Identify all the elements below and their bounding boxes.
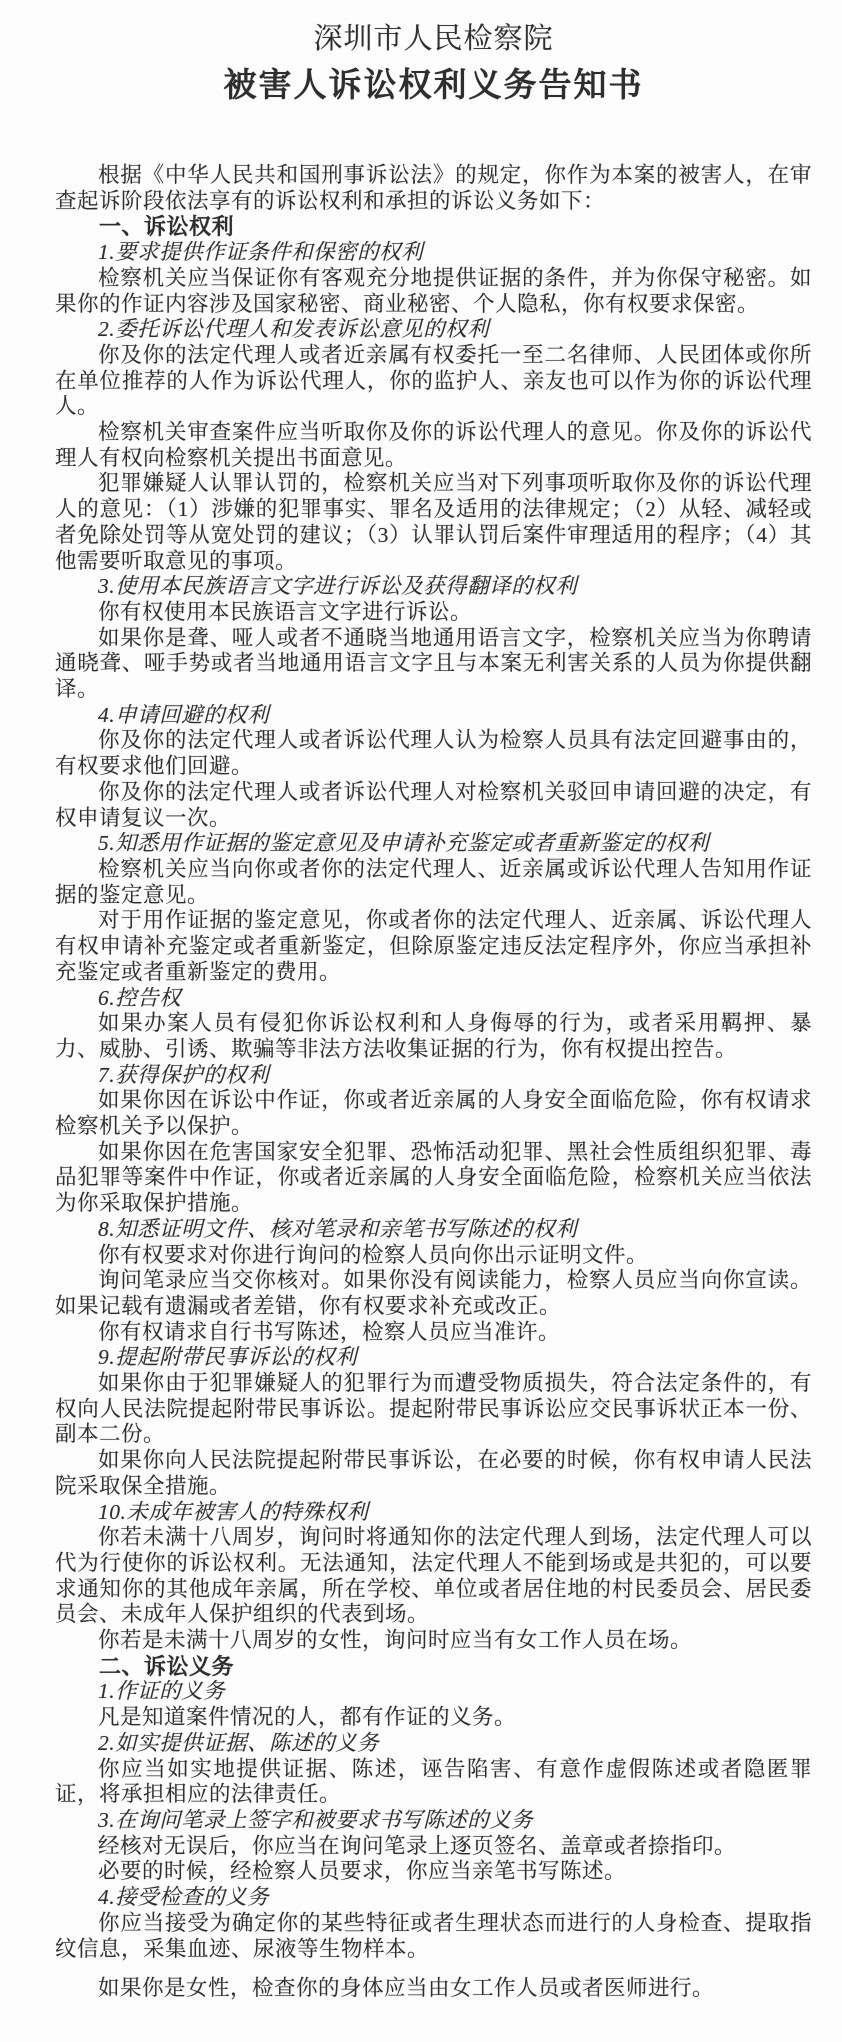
paragraph: 如果你由于犯罪嫌疑人的犯罪行为而遭受物质损失，符合法定条件的，有权向人民法院提起附带民事诉讼。提起附带民事诉讼应交民事诉状正本一份、副本二份。	[55, 1371, 812, 1447]
item-title: 7.获得保护的权利	[98, 1062, 270, 1087]
rights-item-8	[55, 1217, 812, 1346]
duties-item-4	[55, 1885, 812, 1962]
paragraph: 询问笔录应当交你核对。如果你没有阅读能力，检察人员应当向你宣读。如果记载有遗漏或者差错，你有权要求补充或改正。	[55, 1268, 812, 1318]
paragraph: 如果你因在危害国家安全犯罪、恐怖活动犯罪、黑社会性质组织犯罪、毒品犯罪等案件中作证，你或者近亲属的人身安全面临危险，检察机关应当依法为你采取保护措施。	[55, 1139, 812, 1216]
doc-title: 被害人诉讼权利义务告知书	[223, 68, 644, 104]
item-title: 3.在询问笔录上签字和被要求书写陈述的义务	[98, 1808, 534, 1832]
rights-item-7	[55, 1063, 812, 1217]
duties-item-2	[55, 1731, 812, 1808]
item-title: 9.提起附带民事诉讼的权利	[98, 1345, 358, 1370]
rights-item-9	[55, 1345, 812, 1499]
paragraph: 检察机关审查案件应当听取你及你的诉讼代理人的意见。你及你的诉讼代理人有权向检察机关提出书面意见。	[55, 420, 812, 470]
item-title: 6.控告权	[98, 985, 182, 1010]
paragraph: 你应当如实地提供证据、陈述，诬告陷害、有意作虚假陈述或者隐匿罪证，将承担相应的法律责任。	[55, 1756, 812, 1807]
item-title: 2.委托诉讼代理人和发表诉讼意见的权利	[98, 317, 490, 342]
paragraph: 你有权请求自行书写陈述，检察人员应当准许。	[98, 1319, 561, 1344]
paragraph: 如果你是聋、哑人或者不通晓当地通用语言文字，检察机关应当为你聘请通晓聋、哑手势或者当地通用语言文字且与本案无利害关系的人员为你提供翻译。	[55, 625, 812, 702]
rights-item-2	[55, 317, 812, 574]
rights-item-3	[55, 574, 812, 703]
item-title: 3.使用本民族语言文字进行诉讼及获得翻译的权利	[98, 574, 578, 599]
paragraph: 如果办案人员有侵犯你诉讼权利和人身侮辱的行为，或者采用羁押、暴力、威胁、引诱、欺骗等非法方法收集证据的行为，你有权提出控告。	[55, 1011, 812, 1061]
paragraph: 你有权使用本民族语言文字进行诉讼。	[98, 599, 473, 624]
paragraph: 对于用作证据的鉴定意见，你或者你的法定代理人、近亲属、诉讼代理人有权申请补充鉴定或者重新鉴定，但除原鉴定违反法定程序外，你应当承担补充鉴定或者重新鉴定的费用。	[55, 908, 812, 984]
rights-item-5	[55, 831, 812, 985]
paragraph: 经核对无误后，你应当在询问笔录上逐页签名、盖章或者捺指印。	[98, 1833, 737, 1858]
item-title: 5.知悉用作证据的鉴定意见及申请补充鉴定或者重新鉴定的权利	[98, 831, 710, 856]
paragraph: 犯罪嫌疑人认罪认罚的，检察机关应当对下列事项听取你及你的诉讼代理人的意见：（1）涉嫌的犯罪事实、罪名及适用的法律规定；（2）从轻、减轻或者免除处罚等从宽处罚的建议；（3）认罪认罚后案件审理适用的程序；（4）其他需要听取意见的事项。	[55, 471, 812, 573]
paragraph: 检察机关应当向你或者你的法定代理人、近亲属或诉讼代理人告知用作证据的鉴定意见。	[55, 856, 812, 907]
paragraph: 你及你的法定代理人或者近亲属有权委托一至二名律师、人民团体或你所在单位推荐的人作为诉讼代理人，你的监护人、亲友也可以作为你的诉讼代理人。	[55, 342, 812, 419]
paragraph: 你及你的法定代理人或者诉讼代理人对检察机关驳回申请回避的决定，有权申请复议一次。	[55, 779, 812, 830]
paragraph: 必要的时候，经检察人员要求，你应当亲笔书写陈述。	[98, 1859, 627, 1884]
rights-item-6	[55, 986, 812, 1063]
item-title: 10.未成年被害人的特殊权利	[98, 1499, 369, 1524]
paragraph: 如果你因在诉讼中作证，你或者近亲属的人身安全面临危险，你有权请求检察机关予以保护。	[55, 1088, 812, 1139]
paragraph: 你及你的法定代理人或者诉讼代理人认为检察人员具有法定回避事由的，有权要求他们回避。	[55, 728, 812, 779]
duties-item-3	[55, 1808, 812, 1885]
rights-item-4	[55, 703, 812, 832]
item-title: 8.知悉证明文件、核对笔录和亲笔书写陈述的权利	[98, 1216, 578, 1241]
paragraph: 你应当接受为确定你的某些特征或者生理状态而进行的人身检查、提取指纹信息，采集血迹、尿液等生物样本。	[55, 1910, 812, 1961]
paragraph: 你若是未满十八周岁的女性，询问时应当有女工作人员在场。	[98, 1628, 693, 1653]
final-note: 如果你是女性，检查你的身体应当由女工作人员或者医师进行。	[98, 1976, 715, 2001]
rights-item-10	[55, 1500, 812, 1654]
org-name: 深圳市人民检察院	[313, 23, 554, 55]
rights-section	[55, 214, 812, 1653]
item-title: 4.接受检查的义务	[98, 1885, 270, 1910]
duties-item-1	[55, 1679, 812, 1730]
intro-paragraph: 根据《中华人民共和国刑事诉讼法》的规定，你作为本案的被害人，在审查起诉阶段依法享有的诉讼权利和承担的诉讼义务如下：	[55, 163, 812, 213]
duties-section	[55, 1654, 812, 2002]
item-title: 1.作证的义务	[98, 1679, 226, 1704]
paragraph: 检察机关应当保证你有客观充分地提供证据的条件，并为你保守秘密。如果你的作证内容涉及国家秘密、商业秘密、个人隐私，你有权要求保密。	[55, 265, 812, 316]
document-body	[55, 163, 812, 2002]
duties-section-heading: 二、诉讼义务	[99, 1653, 235, 1679]
item-title: 2.如实提供证据、陈述的义务	[98, 1730, 380, 1755]
paragraph: 你若未满十八周岁，询问时将通知你的法定代理人到场，法定代理人可以代为行使你的诉讼权利。无法通知，法定代理人不能到场或是共犯的，可以要求通知你的其他成年亲属，所在学校、单位或者居住地的村民委员会、居民委员会、未成年人保护组织的代表到场。	[55, 1525, 812, 1627]
paragraph: 凡是知道案件情况的人，都有作证的义务。	[98, 1705, 517, 1730]
paragraph: 你有权要求对你进行询问的检察人员向你出示证明文件。	[98, 1242, 649, 1267]
item-title: 1.要求提供作证条件和保密的权利	[98, 240, 424, 265]
rights-item-1	[55, 240, 812, 317]
item-title: 4.申请回避的权利	[98, 702, 270, 727]
paragraph: 如果你向人民法院提起附带民事诉讼，在必要的时候，你有权申请人民法院采取保全措施。	[55, 1448, 812, 1498]
rights-section-heading: 一、诉讼权利	[99, 214, 235, 240]
